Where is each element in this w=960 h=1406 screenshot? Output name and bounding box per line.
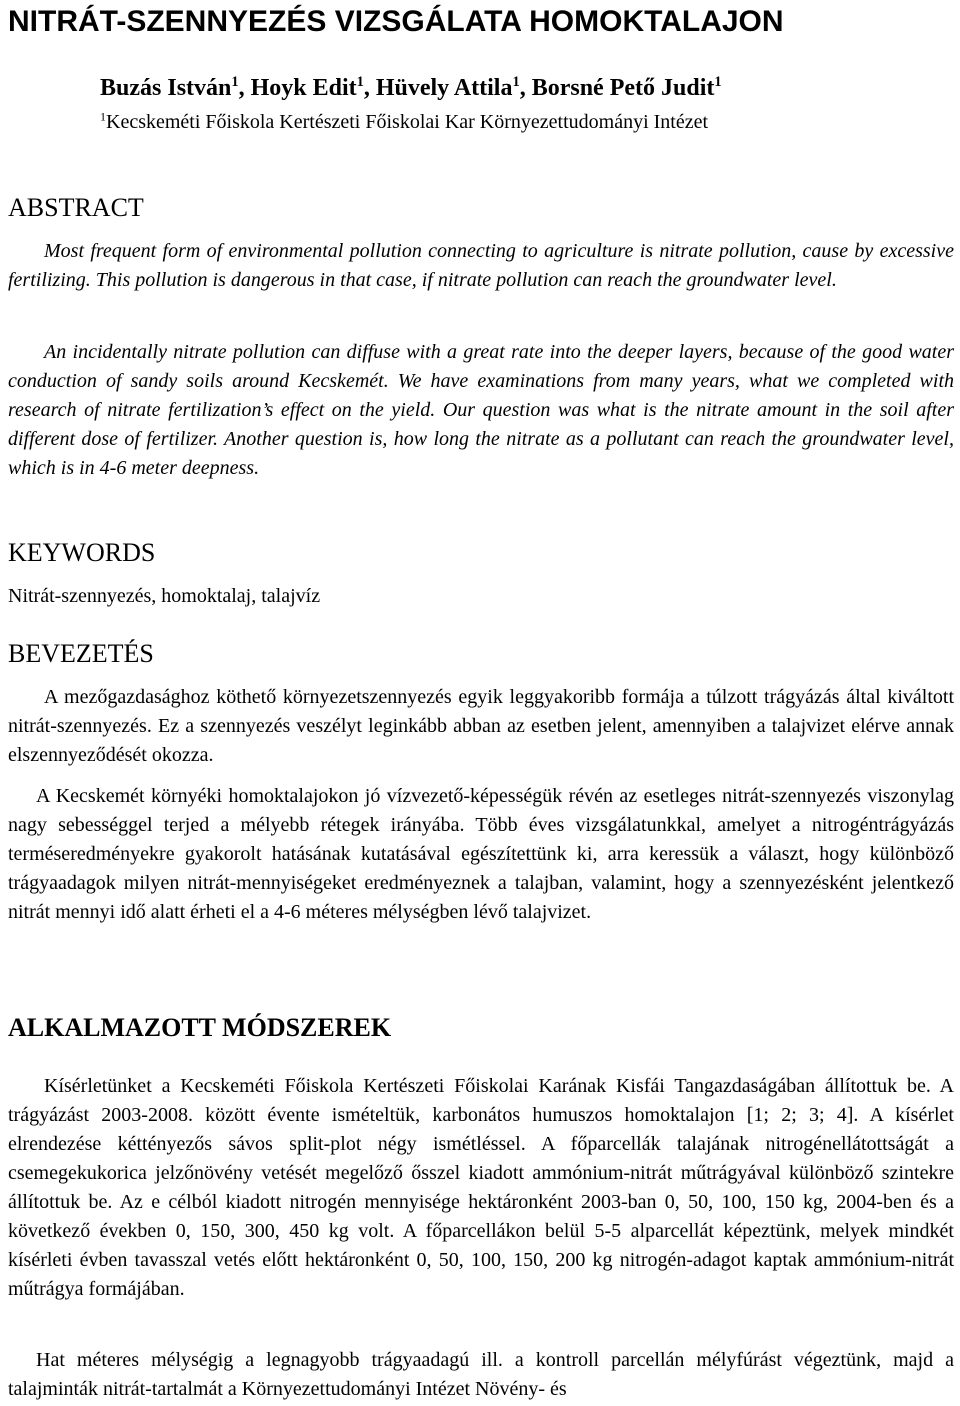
introduction-paragraph: A mezőgazdasághoz köthető környezetszennyezés egyik leggyakoribb formája a túlzott trágyázás által kiváltott nitrát-szennyezés. Ez a szennyezés veszélyt leginkább abban az esetben jelent, amennyiben a talajvizet elérve annak elszennyeződését okozza. xyxy=(8,686,954,766)
methods-paragraph: Hat méteres mélységig a legnagyobb trágyaadagú ill. a kontroll parcellán mélyfúrást végeztünk, majd a talajminták nitrát-tartalmát a Környezettudományi Intézet Növény- és xyxy=(8,1349,954,1400)
affiliation-mark: 1 xyxy=(100,109,106,124)
paper-title: NITRÁT-SZENNYEZÉS VIZSGÁLATA HOMOKTALAJON xyxy=(8,5,784,38)
keywords-heading: KEYWORDS xyxy=(8,538,156,567)
methods-heading: ALKALMAZOTT MÓDSZEREK xyxy=(8,1013,392,1042)
abstract-paragraph: Most frequent form of environmental pollution connecting to agriculture is nitrate pollution, cause by excessive fertilizing. This pollution is dangerous in that case, if nitrate pollution can reach the groundwater level. xyxy=(8,240,954,291)
affiliation-mark: 1 xyxy=(231,74,239,90)
keywords-text: Nitrát-szennyezés, homoktalaj, talajvíz xyxy=(8,585,321,607)
author-name: Hüvely Attila xyxy=(375,75,513,101)
abstract-paragraph: An incidentally nitrate pollution can diffuse with a great rate into the deeper layers, because of the good water conduction of sandy soils around Kecskemét. We have examinations from many years, what we completed with research of nitrate fertilization’s effect on the yield. Our question was what is the nitrate amount in the soil after different dose of fertilizer. Another question is, how long the nitrate as a pollutant can reach the groundwater level, which is in 4-6 meter deepness. xyxy=(8,341,954,479)
affiliation-mark: 1 xyxy=(714,74,722,90)
author-name: Borsné Pető Judit xyxy=(531,75,715,101)
introduction-paragraph: A Kecskemét környéki homoktalajokon jó vízvezető-képességük révén az esetleges nitrát-szennyezés viszonylag nagy sebességgel terjed a mélyebb rétegek irányába. Több éves vizsgálatunkkal, amelyet a nitrogéntrágyázás terméseredményekre gyakorolt hatásának kutatásával egészítettünk ki, arra keressük a választ, hogy különböző trágyaadagok milyen nitrát-mennyiségeket eredményeznek a talajban, valamint, hogy a szennyezésként jelentkező nitrát mennyi idő alatt érheti el a 4-6 méteres mélységben lévő talajvizet. xyxy=(8,785,954,923)
author-list: Buzás István$^1$, Hoyk Edit$^1$, Hüvely Attila$^1$, Borsné Pető Judit$^1$ xyxy=(100,74,722,101)
methods-paragraph: Kísérletünket a Kecskeméti Főiskola Kertészeti Főiskolai Karának Kisfái Tangazdaságában állítottuk be. A trágyázást 2003-2008. között évente ismételtük, karbonátos humuszos homoktalajon [1; 2; 3; 4]. A kísérlet elrendezése kéttényezős sávos split-plot négy ismétléssel. A főparcellák talajának nitrogénellátottságát a csemegekukorica jelzőnövény vetését megelőző ősszel kiadott ammónium-nitrát műtrágyával különböző szintekre állítottuk be. Az e célból kiadott nitrogén mennyisége hektáronként 2003-ban 0, 50, 100, 150 kg, 2004-ben és a következő években 0, 150, 300, 450 kg volt. A főparcellákon belül 5-5 alparcellát képeztünk, melyek mindkét kísérleti évben tavasszal vetés előtt hektáronként 0, 50, 100, 150, 200 kg nitrogén-adagot kaptak ammónium-nitrát műtrágya formájában. xyxy=(8,1075,954,1300)
affiliation-mark: 1 xyxy=(356,74,364,90)
introduction-heading: BEVEZETÉS xyxy=(8,639,154,668)
author-name: Hoyk Edit xyxy=(250,75,357,101)
affiliation-text: Kecskeméti Főiskola Kertészeti Főiskolai Kar Környezettudományi Intézet xyxy=(106,111,709,133)
affiliation xyxy=(100,108,708,136)
affiliation-mark: 1 xyxy=(512,74,520,90)
abstract-heading: ABSTRACT xyxy=(8,193,144,222)
author-name: Buzás István xyxy=(100,75,232,101)
